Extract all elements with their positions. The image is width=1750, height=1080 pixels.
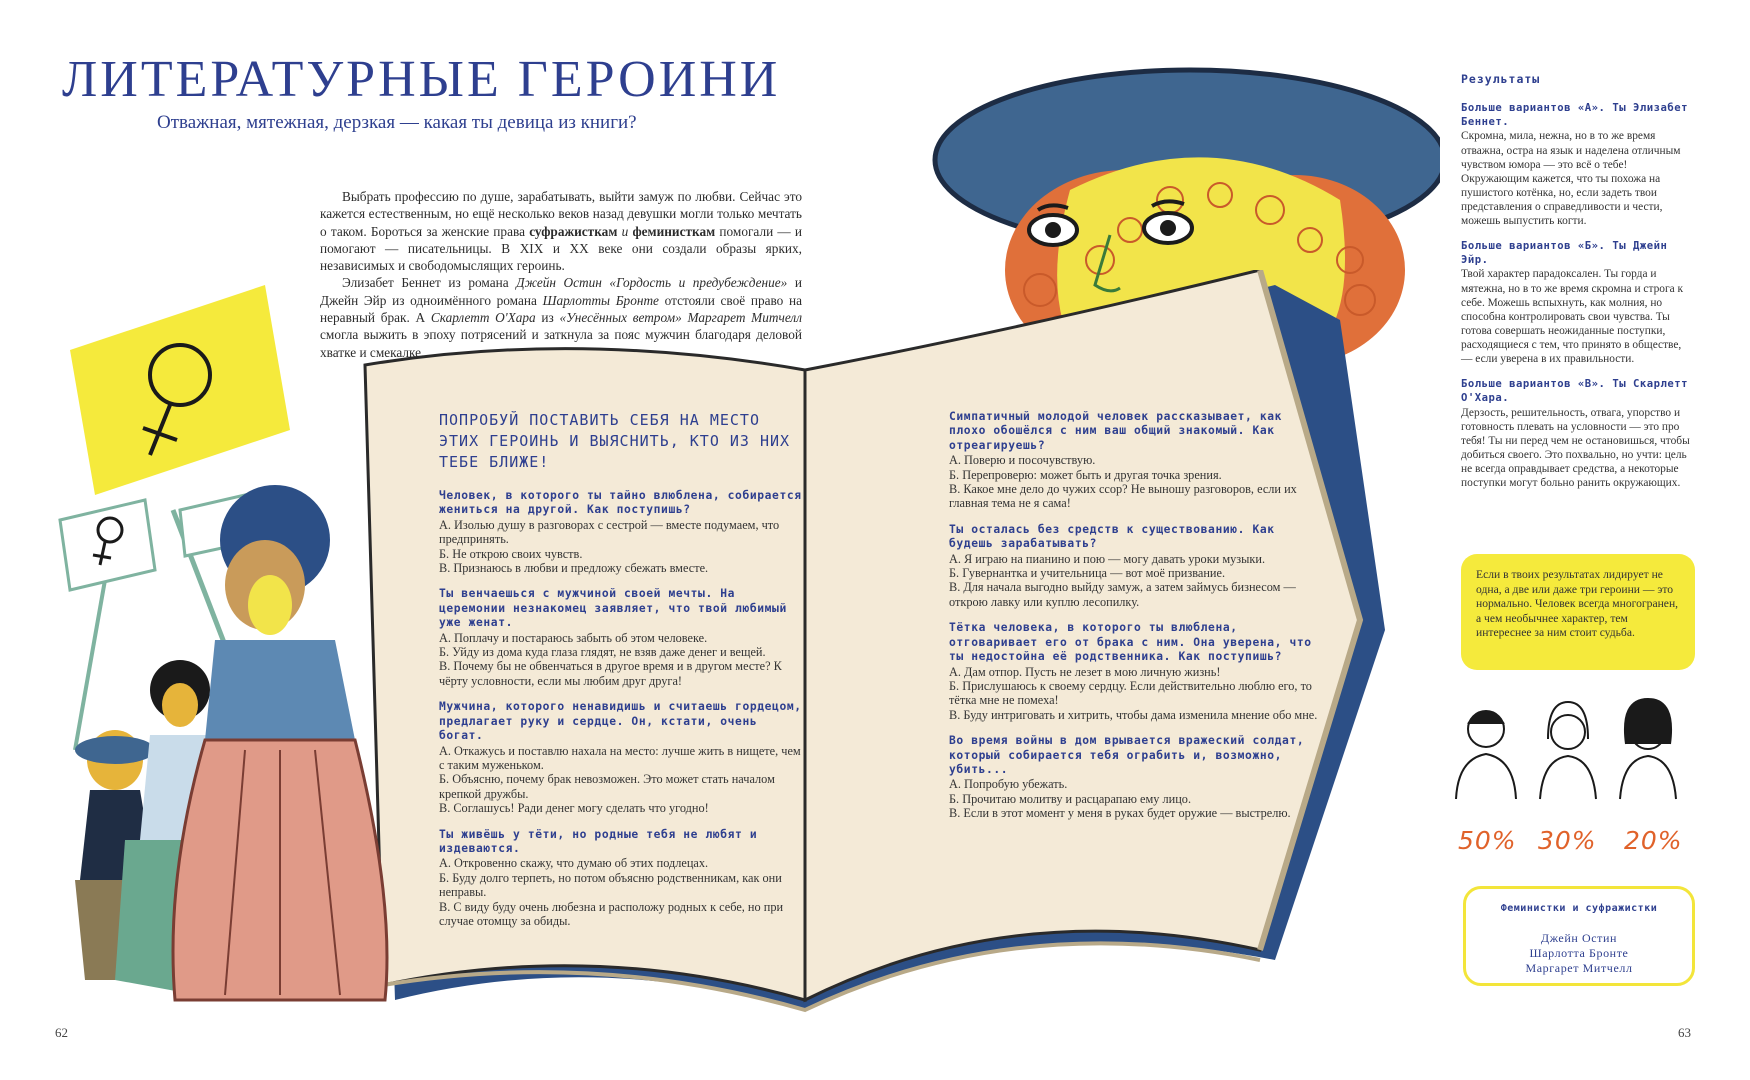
page-number-right: 63 [1678,1025,1691,1040]
results-column [1461,72,1693,502]
feminist-name: Маргарет Митчелл [1525,961,1633,975]
suffragettes-illustration [55,280,415,1040]
result-a-heading: Больше вариантов «А». Ты Элизабет Беннет. [1461,102,1688,128]
quiz-left-page [439,410,809,940]
question-text: Симпатичный молодой человек рассказывает, как плохо обошёлся с ним ваш общий знакомый. Как отреагируешь? [949,410,1283,452]
feminists-heading: Феминистки и суфражистки [1500,903,1658,914]
quiz-prompt: ПОПРОБУЙ ПОСТАВИТЬ СЕБЯ НА МЕСТО ЭТИХ ГЕРОИНЬ И ВЫЯСНИТЬ, КТО ИЗ НИХ ТЕБЕ БЛИЖЕ! [439,411,791,471]
answer-b: Б. Перепроверю: может быть и другая точка зрения. [949,467,1222,482]
intro-paragraph-2: Элизабет Беннет из романа Джейн Остин «Гордость и предубеждение» и Джейн Эйр из одноимённого романа Шарлотты Бронте отстояли своё право на неравный брак. А Скарлетт О'Хара из «Унесённых ветром» Маргарет Митчелл смогла выжить в эпоху потрясений и заткнула за пояс мужчин благодаря деловой хватке и смекалке. [320,275,803,360]
answer-a: А. Изолью душу в разговорах с сестрой — вместе подумаем, что предпринять. [439,517,780,547]
quiz-question-3 [439,700,809,815]
result-a-text: Скромна, мила, нежна, но в то же время отважна, остра на язык и наделена отличным чувством юмора — это всё о тебе! Окружающим кажется, что ты похожа на пушистого котёнка, но, если задеть твои представления о справедливости и чести, можешь выпустить когти. [1461,130,1681,227]
quiz-question-7 [949,621,1319,722]
answer-b: Б. Объясню, почему брак невозможен. Это может стать началом крепкой дружбы. [439,772,775,801]
quiz-question-5 [949,410,1319,511]
quiz-question-4 [439,828,809,929]
page-subtitle: Отважная, мятежная, дерзкая — какая ты девица из книги? [157,112,637,133]
quiz-question-6 [949,523,1319,609]
answer-c: В. Буду интриговать и хитрить, чтобы дама изменила мнение обо мне. [949,707,1318,722]
answer-c: В. Какое мне дело до чужих ссор? Не выношу разговоров, если их главная тема не я сама! [949,482,1297,511]
answer-a: А. Откровенно скажу, что думаю об этих подлецах. [439,856,709,871]
portrait-jane [1540,702,1596,799]
answer-c: В. Если в этот момент у меня в руках будет оружие — выстрелю. [949,806,1291,821]
answer-a: А. Попробую убежать. [949,777,1068,792]
feminists-box [1463,886,1695,986]
quiz-question-8 [949,734,1319,820]
answer-c: В. Признаюсь в любви и предложу сбежать вместе. [439,561,709,576]
question-text: Тётка человека, в которого ты влюблена, отговаривает его от брака с ним. Она уверена, что ты недостойна её родственника. Как поступишь? [949,621,1312,664]
woman-figure-front [173,485,387,1000]
page-number-left: 62 [55,1025,68,1040]
answer-a: А. Я играю на пианино и пою — могу давать уроки музыки. [949,551,1266,566]
question-text: Человек, в которого ты тайно влюблена, собирается жениться на другой. Как поступишь? [439,489,802,517]
quiz-question-2 [439,587,809,688]
answer-c: В. Почему бы не обвенчаться в другое время и в другом месте? К чёрту условности, если мы любим друг друга! [439,659,782,688]
question-text: Ты венчаешься с мужчиной своей мечты. На церемонии незнакомец заявляет, что твой любимый уже женат. [439,587,787,630]
answer-a: А. Поверю и посочувствую. [949,453,1096,468]
percentage-jane: 30% [1538,826,1597,855]
percentage-elizabeth: 50% [1458,826,1517,855]
quiz-question-1 [439,489,809,575]
answer-a: А. Поплачу и постараюсь забыть об этом человеке. [439,630,708,645]
answer-c: В. Соглашусь! Ради денег могу сделать что угодно! [439,801,709,816]
page-title: ЛИТЕРАТУРНЫЕ ГЕРОИНИ [62,51,781,108]
answer-c: В. С виду буду очень любезна и расположу родных к себе, но при случае отомщу за обиды. [439,899,784,928]
portrait-scarlett [1620,699,1676,799]
result-c-text: Дерзость, решительность, отвага, упорство и готовность плевать на условности — это про тебя! Ты ни перед чем не остановишься, чтобы добиться своего. Это похвально, но учти: цель не всегда оправдывает средства, а некоторые поступки могут больно ранить окружающих. [1461,406,1690,489]
answer-c: В. Для начала выгодно выйду замуж, а затем займусь бизнесом — открою лавку или куплю лесопилку. [949,580,1296,609]
answer-b: Б. Прочитаю молитву и расцарапаю ему лицо. [949,791,1192,806]
note-text: Если в твоих результатах лидирует не одна, а две или даже три героини — это нормально. Человек всегда многогранен, а чем необычнее характер, тем интереснее за ним стоит судьба. [1476,568,1679,639]
question-text: Во время войны в дом врывается вражеский солдат, который собирается тебя ограбить и, возможно, убить... [949,734,1305,776]
question-text: Мужчина, которого ненавидишь и считаешь гордецом, предлагает руку и сердце. Он, кстати, очень богат. [439,700,802,743]
result-b-heading: Больше вариантов «Б». Ты Джейн Эйр. [1461,240,1668,266]
intro-paragraph-1: Выбрать профессию по душе, зарабатывать, выйти замуж по любви. Сейчас это кажется естественным, но ещё несколько веков назад девушки могли только мечтать о таком. Бороться за женские права суфражисткам и феминисткам помогали — и помогают — писательницы. В XIX и XX веке они создали образы ярких, независимых и свободомыслящих героинь. [320,189,803,274]
results-title: Результаты [1461,72,1541,86]
note-box [1461,554,1695,670]
answer-a: А. Дам отпор. Пусть не лезет в мою личную жизнь! [949,664,1221,679]
answer-a: А. Откажусь и поставлю нахала на место: лучше жить в нищете, чем с таким муженьком. [439,743,801,772]
heroine-portraits [1448,694,1698,804]
question-text: Ты осталась без средств к существованию. Как будешь зарабатывать? [949,522,1275,551]
answer-b: Б. Гувернантка и учительница — вот моё призвание. [949,566,1226,581]
percentage-scarlett: 20% [1624,826,1683,855]
feminist-name: Джейн Остин [1540,931,1618,945]
portrait-elizabeth [1456,711,1516,799]
result-c-heading: Больше вариантов «В». Ты Скарлетт О'Хара. [1461,378,1688,404]
result-b-text: Твой характер парадоксален. Ты горда и мятежна, но в то же время скромна и строга к себе. Можешь вспыхнуть, как молния, но способна контролировать свои чувства. Ты готова совершать неожиданные поступки, расходящиеся с тем, что принято в обществе, — если уверена в их правильности. [1461,268,1684,366]
feminist-name: Шарлотта Бронте [1529,946,1629,960]
question-text: Ты живёшь у тёти, но родные тебя не любят и издеваются. [439,827,758,855]
answer-b: Б. Уйду из дома куда глаза глядят, не взяв даже денег и вещей. [439,645,766,660]
answer-b: Б. Не открою своих чувств. [439,546,583,561]
answer-b: Б. Буду долго терпеть, но потом объясню родственникам, как они неправы. [439,870,782,900]
answer-b: Б. Прислушаюсь к своему сердцу. Если действительно люблю его, то тётка мне не помеха! [949,678,1312,708]
quiz-right-page [949,410,1319,833]
